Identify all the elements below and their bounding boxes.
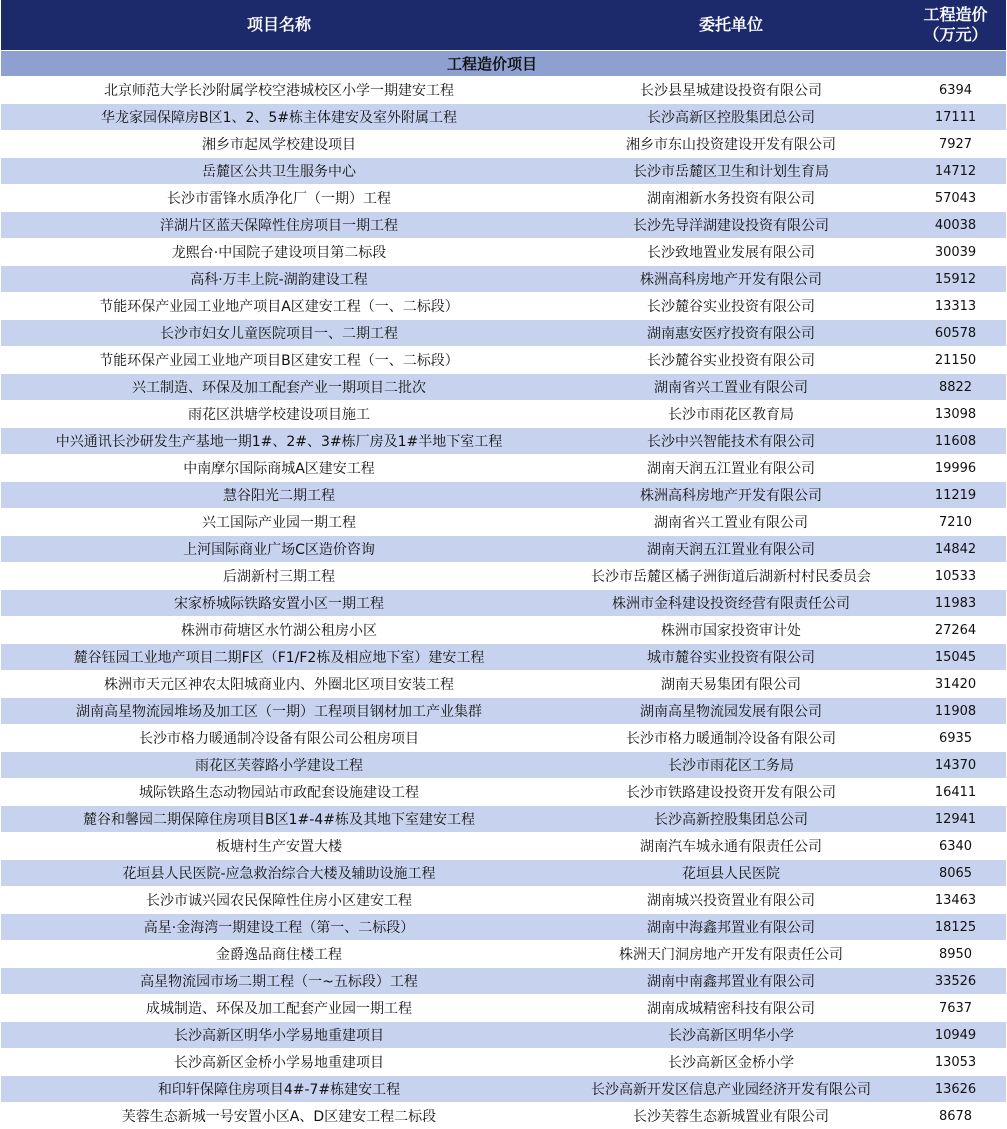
header-project-name: 项目名称 <box>1 0 557 51</box>
project-name-cell: 高星物流园市场二期工程（一~五标段）工程 <box>1 968 557 995</box>
cost-cell: 7210 <box>905 509 1006 536</box>
client-cell: 湖南省兴工置业有限公司 <box>557 509 905 536</box>
table-row <box>1 833 1006 860</box>
client-cell: 长沙麓谷实业投资有限公司 <box>557 347 905 374</box>
cost-cell: 8822 <box>905 374 1006 401</box>
table-row <box>1 536 1006 563</box>
client-cell: 长沙市雨花区工务局 <box>557 752 905 779</box>
client-cell: 长沙麓谷实业投资有限公司 <box>557 293 905 320</box>
section-row <box>1 51 1006 77</box>
table-row <box>1 563 1006 590</box>
table-row <box>1 887 1006 914</box>
client-cell: 长沙县星城建设投资有限公司 <box>557 77 905 104</box>
cost-cell: 57043 <box>905 185 1006 212</box>
project-name-cell: 麓谷钰园工业地产项目二期F区（F1/F2栋及相应地下室）建安工程 <box>1 644 557 671</box>
table-row <box>1 671 1006 698</box>
project-name-cell: 洋湖片区蓝天保障性住房项目一期工程 <box>1 212 557 239</box>
table-row <box>1 806 1006 833</box>
project-name-cell: 长沙市雷锋水质净化厂（一期）工程 <box>1 185 557 212</box>
project-name-cell: 长沙市格力暖通制冷设备有限公司公租房项目 <box>1 725 557 752</box>
cost-cell: 7637 <box>905 995 1006 1022</box>
client-cell: 城市麓谷实业投资有限公司 <box>557 644 905 671</box>
cost-cell: 30039 <box>905 239 1006 266</box>
project-name-cell: 雨花区洪塘学校建设项目施工 <box>1 401 557 428</box>
table-row <box>1 131 1006 158</box>
table-row <box>1 1049 1006 1076</box>
cost-cell: 18125 <box>905 914 1006 941</box>
cost-cell: 15045 <box>905 644 1006 671</box>
project-name-cell: 节能环保产业园工业地产项目A区建安工程（一、二标段） <box>1 293 557 320</box>
header-client: 委托单位 <box>557 0 905 51</box>
client-cell: 湖南中南鑫邦置业有限公司 <box>557 968 905 995</box>
table-row <box>1 77 1006 104</box>
client-cell: 株洲高科房地产开发有限公司 <box>557 482 905 509</box>
client-cell: 湖南天润五江置业有限公司 <box>557 536 905 563</box>
project-name-cell: 株洲市荷塘区水竹湖公租房小区 <box>1 617 557 644</box>
client-cell: 长沙高新区明华小学 <box>557 1022 905 1049</box>
client-cell: 长沙市岳麓区橘子洲街道后湖新村村民委员会 <box>557 563 905 590</box>
project-name-cell: 中南摩尔国际商城A区建安工程 <box>1 455 557 482</box>
cost-cell: 13313 <box>905 293 1006 320</box>
table-row <box>1 347 1006 374</box>
table-row <box>1 968 1006 995</box>
cost-cell: 13053 <box>905 1049 1006 1076</box>
client-cell: 株洲市国家投资审计处 <box>557 617 905 644</box>
cost-cell: 13098 <box>905 401 1006 428</box>
table-row <box>1 644 1006 671</box>
project-name-cell: 节能环保产业园工业地产项目B区建安工程（一、二标段） <box>1 347 557 374</box>
table-row <box>1 1076 1006 1103</box>
cost-cell: 31420 <box>905 671 1006 698</box>
client-cell: 长沙市铁路建设投资开发有限公司 <box>557 779 905 806</box>
project-name-cell: 北京师范大学长沙附属学校空港城校区小学一期建安工程 <box>1 77 557 104</box>
project-name-cell: 雨花区芙蓉路小学建设工程 <box>1 752 557 779</box>
client-cell: 湖南湘新水务投资有限公司 <box>557 185 905 212</box>
header-cost-line2: （万元） <box>905 25 1006 45</box>
client-cell: 湖南惠安医疗投资有限公司 <box>557 320 905 347</box>
cost-cell: 6340 <box>905 833 1006 860</box>
client-cell: 湖南城兴投资置业有限公司 <box>557 887 905 914</box>
project-name-cell: 株洲市天元区神农太阳城商业内、外圈北区项目安装工程 <box>1 671 557 698</box>
project-name-cell: 和印轩保障住房项目4#-7#栋建安工程 <box>1 1076 557 1103</box>
client-cell: 花垣县人民医院 <box>557 860 905 887</box>
client-cell: 湘乡市东山投资建设开发有限公司 <box>557 131 905 158</box>
cost-cell: 6935 <box>905 725 1006 752</box>
project-name-cell: 中兴通讯长沙研发生产基地一期1#、2#、3#栋厂房及1#半地下室工程 <box>1 428 557 455</box>
cost-cell: 11908 <box>905 698 1006 725</box>
table-row <box>1 725 1006 752</box>
project-name-cell: 高星·金海湾一期建设工程（第一、二标段） <box>1 914 557 941</box>
project-name-cell: 龙熙台·中国院子建设项目第二标段 <box>1 239 557 266</box>
cost-cell: 14712 <box>905 158 1006 185</box>
table-row <box>1 1103 1006 1129</box>
client-cell: 湖南成城精密科技有限公司 <box>557 995 905 1022</box>
cost-cell: 21150 <box>905 347 1006 374</box>
project-name-cell: 板塘村生产安置大楼 <box>1 833 557 860</box>
client-cell: 长沙高新区金桥小学 <box>557 1049 905 1076</box>
project-name-cell: 城际铁路生态动物园站市政配套设施建设工程 <box>1 779 557 806</box>
table-row <box>1 698 1006 725</box>
project-name-cell: 长沙市诚兴园农民保障性住房小区建安工程 <box>1 887 557 914</box>
project-name-cell: 长沙市妇女儿童医院项目一、二期工程 <box>1 320 557 347</box>
table-row <box>1 941 1006 968</box>
project-name-cell: 兴工制造、环保及加工配套产业一期项目二批次 <box>1 374 557 401</box>
project-name-cell: 湘乡市起凤学校建设项目 <box>1 131 557 158</box>
client-cell: 长沙致地置业发展有限公司 <box>557 239 905 266</box>
table-row <box>1 779 1006 806</box>
project-name-cell: 华龙家园保障房B区1、2、5#栋主体建安及室外附属工程 <box>1 104 557 131</box>
table-row <box>1 617 1006 644</box>
client-cell: 湖南省兴工置业有限公司 <box>557 374 905 401</box>
client-cell: 湖南天易集团有限公司 <box>557 671 905 698</box>
client-cell: 长沙市格力暖通制冷设备有限公司 <box>557 725 905 752</box>
table-row <box>1 320 1006 347</box>
cost-cell: 27264 <box>905 617 1006 644</box>
client-cell: 长沙市岳麓区卫生和计划生育局 <box>557 158 905 185</box>
table-row <box>1 752 1006 779</box>
table-row <box>1 509 1006 536</box>
client-cell: 湖南汽车城永通有限责任公司 <box>557 833 905 860</box>
client-cell: 长沙高新开发区信息产业园经济开发有限公司 <box>557 1076 905 1103</box>
project-name-cell: 湖南高星物流园堆场及加工区（一期）工程项目钢材加工产业集群 <box>1 698 557 725</box>
cost-cell: 15912 <box>905 266 1006 293</box>
cost-cell: 11219 <box>905 482 1006 509</box>
cost-cell: 33526 <box>905 968 1006 995</box>
cost-cell: 16411 <box>905 779 1006 806</box>
cost-cell: 10949 <box>905 1022 1006 1049</box>
cost-cell: 14842 <box>905 536 1006 563</box>
cost-cell: 7927 <box>905 131 1006 158</box>
client-cell: 长沙芙蓉生态新城置业有限公司 <box>557 1103 905 1129</box>
table-row <box>1 185 1006 212</box>
cost-cell: 13463 <box>905 887 1006 914</box>
cost-cell: 8678 <box>905 1103 1006 1129</box>
client-cell: 湖南中海鑫邦置业有限公司 <box>557 914 905 941</box>
table-row <box>1 428 1006 455</box>
header-cost-line1: 工程造价 <box>905 5 1006 25</box>
project-name-cell: 麓谷和馨园二期保障住房项目B区1#-4#栋及其地下室建安工程 <box>1 806 557 833</box>
cost-cell: 19996 <box>905 455 1006 482</box>
cost-cell: 40038 <box>905 212 1006 239</box>
cost-cell: 6394 <box>905 77 1006 104</box>
project-name-cell: 长沙高新区金桥小学易地重建项目 <box>1 1049 557 1076</box>
client-cell: 长沙先导洋湖建设投资有限公司 <box>557 212 905 239</box>
header-cost <box>905 0 1006 51</box>
project-name-cell: 高科·万丰上院-湖韵建设工程 <box>1 266 557 293</box>
table-row <box>1 374 1006 401</box>
header-row <box>1 0 1006 51</box>
table-row <box>1 104 1006 131</box>
table-row <box>1 455 1006 482</box>
project-name-cell: 长沙高新区明华小学易地重建项目 <box>1 1022 557 1049</box>
table-row <box>1 158 1006 185</box>
cost-cell: 60578 <box>905 320 1006 347</box>
table-row <box>1 1022 1006 1049</box>
cost-cell: 17111 <box>905 104 1006 131</box>
client-cell: 长沙中兴智能技术有限公司 <box>557 428 905 455</box>
table-row <box>1 590 1006 617</box>
client-cell: 长沙市雨花区教育局 <box>557 401 905 428</box>
cost-cell: 10533 <box>905 563 1006 590</box>
table-row <box>1 914 1006 941</box>
project-name-cell: 岳麓区公共卫生服务中心 <box>1 158 557 185</box>
cost-cell: 11608 <box>905 428 1006 455</box>
table-row <box>1 860 1006 887</box>
project-name-cell: 花垣县人民医院-应急救治综合大楼及辅助设施工程 <box>1 860 557 887</box>
client-cell: 株洲天门洞房地产开发有限责任公司 <box>557 941 905 968</box>
cost-cell: 8950 <box>905 941 1006 968</box>
project-name-cell: 兴工国际产业园一期工程 <box>1 509 557 536</box>
client-cell: 株洲市金科建设投资经营有限责任公司 <box>557 590 905 617</box>
project-name-cell: 成城制造、环保及加工配套产业园一期工程 <box>1 995 557 1022</box>
project-name-cell: 慧谷阳光二期工程 <box>1 482 557 509</box>
table-row <box>1 239 1006 266</box>
table-row <box>1 266 1006 293</box>
project-cost-table <box>1 0 1006 1129</box>
table-row <box>1 401 1006 428</box>
table-row <box>1 293 1006 320</box>
client-cell: 湖南高星物流园发展有限公司 <box>557 698 905 725</box>
cost-cell: 8065 <box>905 860 1006 887</box>
project-name-cell: 上河国际商业广场C区造价咨询 <box>1 536 557 563</box>
client-cell: 湖南天润五江置业有限公司 <box>557 455 905 482</box>
project-name-cell: 芙蓉生态新城一号安置小区A、D区建安工程二标段 <box>1 1103 557 1129</box>
cost-cell: 12941 <box>905 806 1006 833</box>
cost-cell: 13626 <box>905 1076 1006 1103</box>
client-cell: 长沙高新控股集团总公司 <box>557 806 905 833</box>
table-row <box>1 212 1006 239</box>
cost-cell: 11983 <box>905 590 1006 617</box>
client-cell: 长沙高新区控股集团总公司 <box>557 104 905 131</box>
project-name-cell: 后湖新村三期工程 <box>1 563 557 590</box>
table-row <box>1 995 1006 1022</box>
table-row <box>1 482 1006 509</box>
cost-cell: 14370 <box>905 752 1006 779</box>
project-name-cell: 宋家桥城际铁路安置小区一期工程 <box>1 590 557 617</box>
client-cell: 株洲高科房地产开发有限公司 <box>557 266 905 293</box>
section-title: 工程造价项目 <box>1 51 1006 77</box>
project-name-cell: 金爵逸品商住楼工程 <box>1 941 557 968</box>
